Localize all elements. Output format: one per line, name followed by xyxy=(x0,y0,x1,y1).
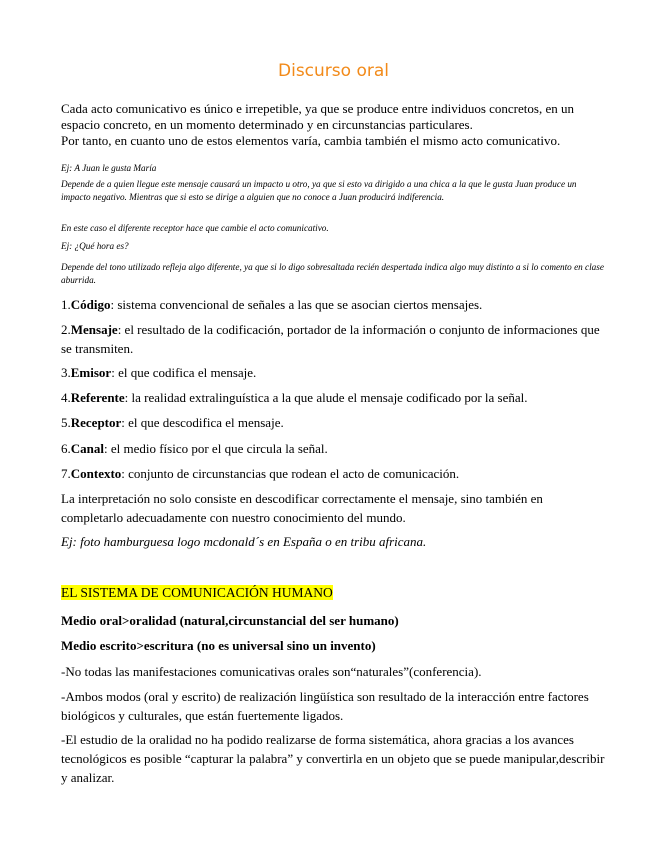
element-term: Mensaje xyxy=(70,322,118,337)
bullet-1: -No todas las manifestaciones comunicativas orales son“naturales”(conferencia). xyxy=(61,664,482,679)
element-codigo: 1.Código: sistema convencional de señales a las que se asocian ciertos mensajes. xyxy=(61,297,483,312)
example-1-conclusion: En este caso el diferente receptor hace que cambie el acto comunicativo. xyxy=(61,223,329,233)
element-term: Referente xyxy=(70,390,125,405)
element-contexto: 7.Contexto: conjunto de circunstancias que rodean el acto de comunicación. xyxy=(61,466,460,481)
element-term: Receptor xyxy=(70,415,122,430)
final-example: Ej: foto hamburguesa logo mcdonald´s en España o en tribu africana. xyxy=(61,534,427,549)
example-1: Ej: A Juan le gusta María xyxy=(61,163,157,173)
section-heading: EL SISTEMA DE COMUNICACIÓN HUMANO xyxy=(61,585,333,600)
document-title: Discurso oral xyxy=(278,61,389,81)
example-1-explanation: Depende de a quien llegue este mensaje causará un impacto u otro, ya que si esto va dirigido a una chica a la que le gusta Juan produce un impacto negativo. Mientras que si esto se dirige a alguien que no conoce a Juan producirá indiferencia. xyxy=(61,179,577,202)
intro-text-2: Por tanto, en cuanto uno de estos elementos varía, cambia también el mismo acto comunicativo. xyxy=(61,133,561,148)
example-2: Ej: ¿Qué hora es? xyxy=(61,241,129,251)
element-mensaje: 2.Mensaje: el resultado de la codificación, portador de la información o conjunto de informaciones que se transmiten. xyxy=(61,322,600,356)
example-2-explanation: Depende del tono utilizado refleja algo diferente, ya que si lo digo sobresaltada recién despertada indica algo muy distinto a si lo comento en clase aburrida. xyxy=(61,262,604,285)
interpretation-paragraph: La interpretación no solo consiste en descodificar correctamente el mensaje, sino también en completarlo adecuadamente con nuestro conocimiento del mundo. xyxy=(61,491,543,525)
element-canal: 6.Canal: el medio físico por el que circula la señal. xyxy=(61,441,328,456)
medio-escrito: Medio escrito>escritura (no es universal sino un invento) xyxy=(61,638,376,653)
element-referente: 4.Referente: la realidad extralinguística a la que alude el mensaje codificado por la señal. xyxy=(61,390,528,405)
element-receptor: 5.Receptor: el que descodifica el mensaje. xyxy=(61,415,284,430)
element-term: Emisor xyxy=(70,365,112,380)
medio-oral: Medio oral>oralidad (natural,circunstancial del ser humano) xyxy=(61,613,399,628)
intro-paragraph xyxy=(61,101,606,149)
element-term: Canal xyxy=(70,441,104,456)
element-emisor: 3.Emisor: el que codifica el mensaje. xyxy=(61,365,257,380)
bullet-2: -Ambos modos (oral y escrito) de realización lingüística son resultado de la interacción entre factores biológicos y culturales, que están fuertemente ligados. xyxy=(61,689,589,723)
bullet-3: -El estudio de la oralidad no ha podido realizarse de forma sistemática, ahora gracias a los avances tecnológicos es posible “capturar la palabra” y convertirla en un objeto que se puede manipular,describir y analizar. xyxy=(61,732,605,785)
intro-text-1: Cada acto comunicativo es único e irrepetible, ya que se produce entre individuos concretos, en un espacio concreto, en un momento determinado y en circunstancias particulares. xyxy=(61,101,574,132)
element-term: Código xyxy=(70,297,111,312)
element-term: Contexto xyxy=(70,466,122,481)
